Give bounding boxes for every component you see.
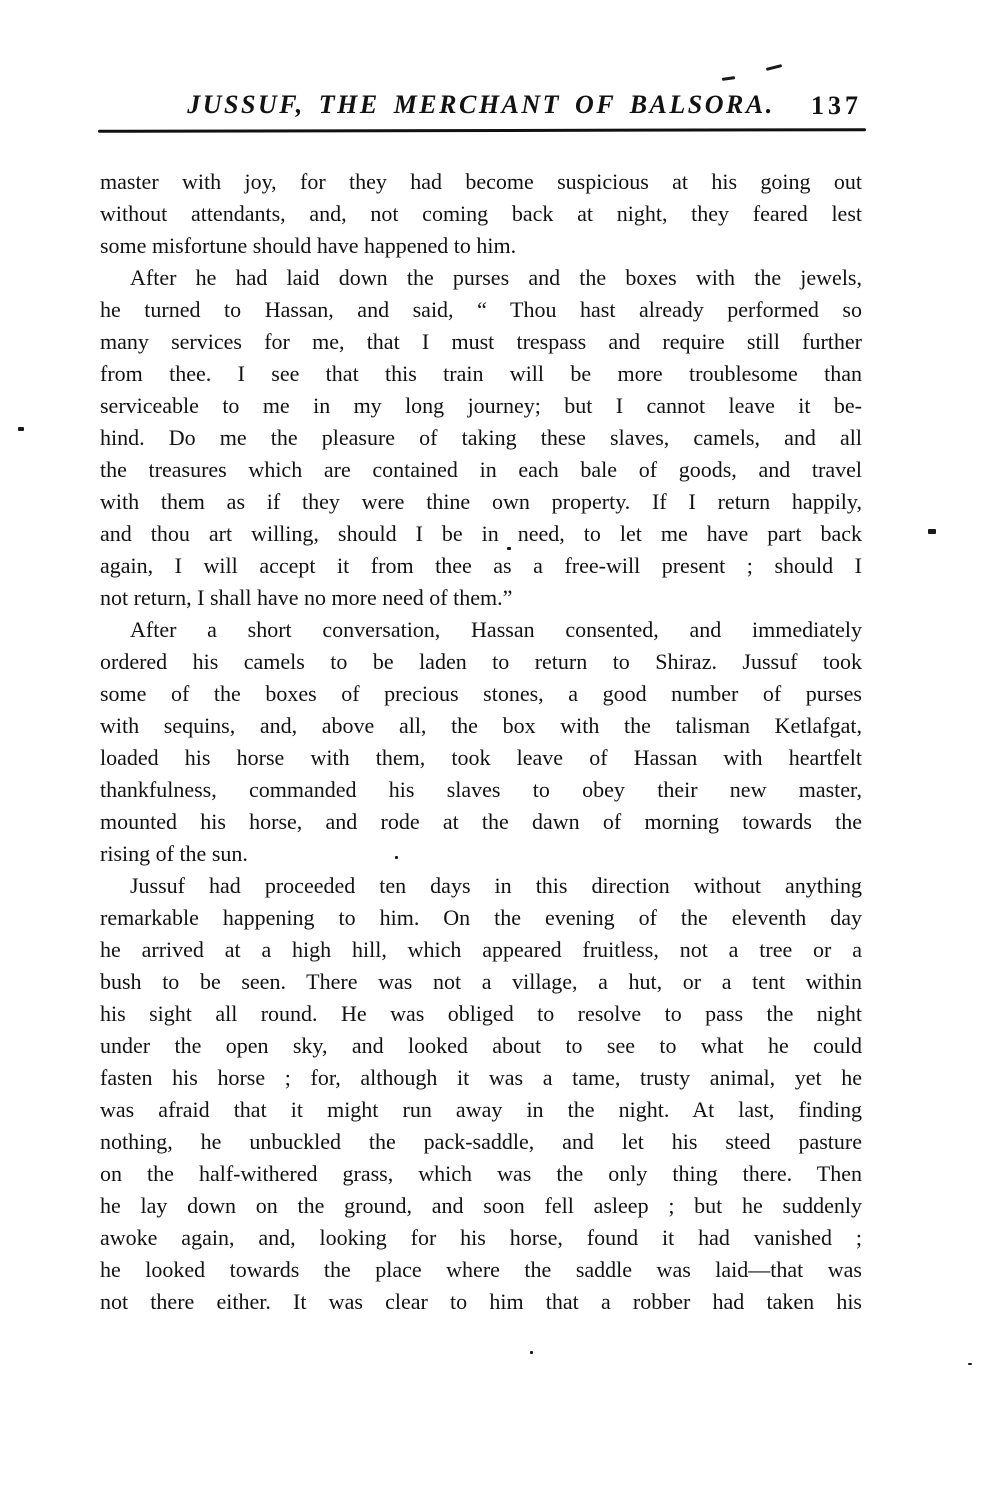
text-line: on the half-withered grass, which was the only thing there. Then — [100, 1161, 862, 1186]
text-line: from thee. I see that this train will be more troublesome than — [100, 361, 862, 386]
text-line: without attendants, and, not coming back at night, they feared lest — [100, 201, 862, 226]
text-line: with sequins, and, above all, the box with the talisman Ketlafgat, — [100, 713, 862, 738]
text-line: and thou art willing, should I be in need, to let me have part back — [100, 521, 862, 546]
text-line: some of the boxes of precious stones, a good number of purses — [100, 681, 862, 706]
text-line: he arrived at a high hill, which appeared fruitless, not a tree or a — [100, 937, 862, 962]
text-line: remarkable happening to him. On the evening of the eleventh day — [100, 905, 862, 930]
text-line: he turned to Hassan, and said, “ Thou hast already performed so — [100, 297, 862, 322]
scan-artifact — [530, 1351, 533, 1354]
paragraph — [100, 870, 862, 1318]
text-line: bush to be seen. There was not a village, a hut, or a tent within — [100, 969, 862, 994]
text-line: rising of the sun. — [100, 841, 248, 866]
text-line: mounted his horse, and rode at the dawn of morning towards the — [100, 809, 862, 834]
scan-artifact — [928, 529, 936, 534]
text-line: master with joy, for they had become suspicious at his going out — [100, 169, 862, 194]
text-line: some misfortune should have happened to him. — [100, 233, 517, 258]
scan-artifact — [968, 1363, 972, 1365]
scan-artifact — [766, 64, 782, 71]
text-line: ordered his camels to be laden to return to Shiraz. Jussuf took — [100, 649, 862, 674]
text-line: with them as if they were thine own property. If I return happily, — [100, 489, 862, 514]
text-line: again, I will accept it from thee as a free-will present ; should I — [100, 553, 862, 578]
text-line: fasten his horse ; for, although it was a tame, trusty animal, yet he — [100, 1065, 862, 1090]
text-line: serviceable to me in my long journey; but I cannot leave it be- — [100, 393, 862, 418]
text-line: under the open sky, and looked about to see to what he could — [100, 1033, 862, 1058]
page-number: 137 — [811, 91, 862, 120]
scan-artifact — [722, 76, 735, 81]
text-block — [100, 166, 862, 1318]
paragraph — [100, 614, 862, 870]
header-rule — [98, 128, 866, 133]
text-line: his sight all round. He was obliged to resolve to pass the night — [100, 1001, 862, 1026]
text-line: nothing, he unbuckled the pack-saddle, and let his steed pasture — [100, 1129, 862, 1154]
text-line: thankfulness, commanded his slaves to obey their new master, — [100, 777, 862, 802]
text-line: After a short conversation, Hassan consented, and immediately — [130, 617, 862, 642]
text-line: awoke again, and, looking for his horse, found it had vanished ; — [100, 1225, 862, 1250]
paragraph — [100, 166, 862, 262]
text-line: not return, I shall have no more need of them.” — [100, 585, 513, 610]
paragraph — [100, 262, 862, 614]
running-header-title: JUSSUF, THE MERCHANT OF BALSORA. — [187, 90, 775, 119]
text-line: he looked towards the place where the saddle was laid—that was — [100, 1257, 862, 1282]
scan-artifact — [395, 856, 398, 859]
text-line: hind. Do me the pleasure of taking these slaves, camels, and all — [100, 425, 862, 450]
scan-artifact — [18, 427, 24, 431]
scan-artifact — [507, 547, 511, 550]
text-line: Jussuf had proceeded ten days in this direction without anything — [130, 873, 862, 898]
text-line: After he had laid down the purses and the boxes with the jewels, — [130, 265, 862, 290]
text-line: he lay down on the ground, and soon fell asleep ; but he suddenly — [100, 1193, 862, 1218]
text-line: loaded his horse with them, took leave of Hassan with heartfelt — [100, 745, 862, 770]
text-line: the treasures which are contained in each bale of goods, and travel — [100, 457, 862, 482]
text-line: was afraid that it might run away in the night. At last, finding — [100, 1097, 862, 1122]
text-line: not there either. It was clear to him that a robber had taken his — [100, 1289, 862, 1314]
text-line: many services for me, that I must trespass and require still further — [100, 329, 862, 354]
running-header — [100, 90, 862, 126]
